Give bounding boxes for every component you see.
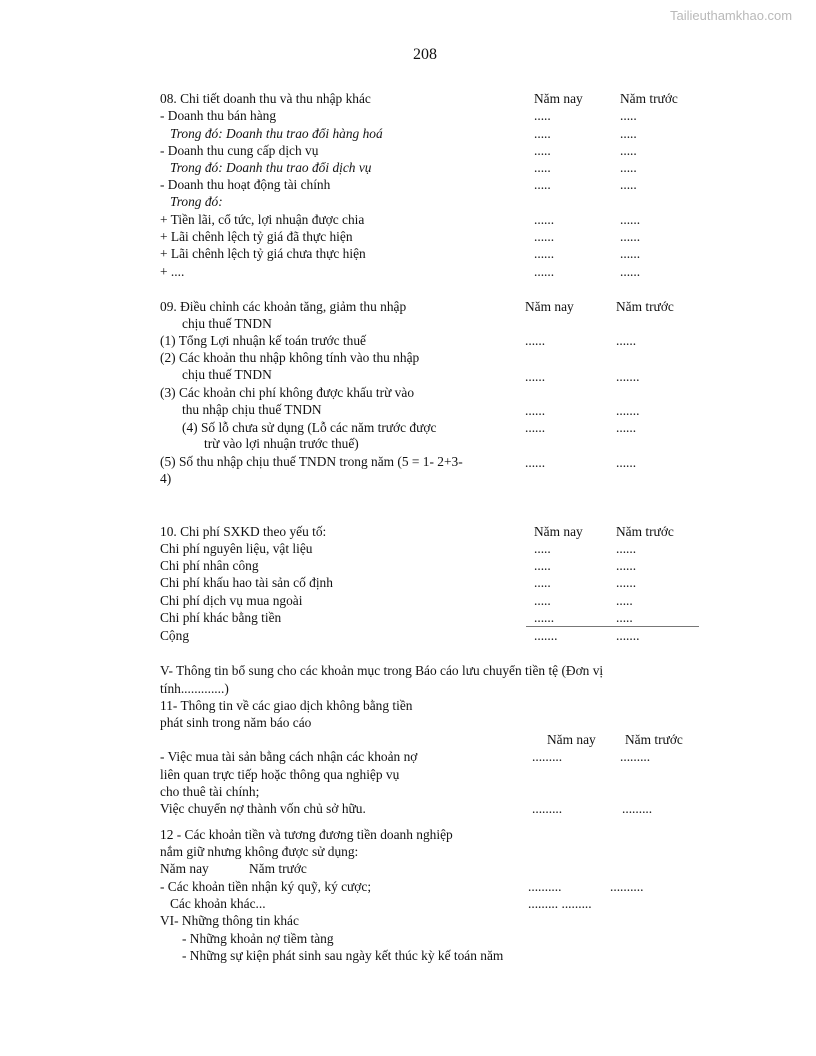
page-number: 208 — [413, 46, 437, 63]
s08-row-label: Trong đó: Doanh thu trao đổi dịch vụ — [170, 160, 372, 175]
s08-row-v1: ..... — [534, 126, 551, 141]
s10-row-v2: ..... — [616, 593, 633, 608]
s10-row-v1: ..... — [534, 541, 551, 556]
s08-row-v1: ..... — [534, 160, 551, 175]
s09-row-4-v1: ...... — [525, 420, 546, 435]
s10-row-label: Chi phí dịch vụ mua ngoài — [160, 593, 303, 608]
s09-row-5-label-line2: 4) — [160, 471, 172, 486]
section-11-col-previous-year: Năm trước — [625, 732, 683, 747]
s10-total-label: Cộng — [160, 628, 190, 643]
section-v-heading-line2: tính.............) — [160, 681, 229, 696]
s10-row-v2: ..... — [616, 610, 633, 625]
s10-row-v1: ..... — [534, 558, 551, 573]
s09-row-2-v2: ....... — [616, 369, 640, 384]
s09-row-5-v2: ...... — [616, 455, 637, 470]
s10-row-label: Chi phí nguyên liệu, vật liệu — [160, 541, 313, 556]
s09-row-3-v1: ...... — [525, 403, 546, 418]
section-09-col-previous-year: Năm trước — [616, 299, 674, 314]
s08-row-label: + Tiền lãi, cổ tức, lợi nhuận được chia — [160, 212, 365, 227]
section-10-col-previous-year: Năm trước — [616, 524, 674, 539]
s11-row-b-label: Việc chuyển nợ thành vốn chủ sở hữu. — [160, 801, 366, 816]
watermark-text: Tailieuthamkhao.com — [670, 8, 793, 23]
s08-row-v2: ...... — [620, 212, 641, 227]
s10-row-v2: ...... — [616, 575, 637, 590]
s08-row-label: + Lãi chênh lệch tỷ giá chưa thực hiện — [160, 246, 366, 261]
s10-row-label: Chi phí khác bằng tiền — [160, 610, 282, 625]
s09-row-4-label-line2: trừ vào lợi nhuận trước thuế) — [204, 436, 359, 451]
section-09-title: 09. Điều chỉnh các khoản tăng, giảm thu nhập — [160, 299, 407, 314]
s10-total-v2: ....... — [616, 628, 640, 643]
s08-row-label: Trong đó: Doanh thu trao đổi hàng hoá — [170, 126, 383, 141]
s10-row-label: Chi phí nhân công — [160, 558, 259, 573]
s12-row-1-v1: .......... — [528, 879, 562, 894]
s08-row-label: - Doanh thu hoạt động tài chính — [160, 177, 331, 192]
s10-row-v1: ..... — [534, 575, 551, 590]
section-12-title-line2: nắm giữ nhưng không được sử dụng: — [160, 844, 359, 859]
s08-row-v1: ...... — [534, 229, 555, 244]
s09-row-1-v1: ...... — [525, 333, 546, 348]
s08-row-label: + .... — [160, 264, 185, 279]
s08-row-label: - Doanh thu cung cấp dịch vụ — [160, 143, 319, 158]
s08-row-v2: ..... — [620, 143, 637, 158]
s09-row-3-label-line2: thu nhập chịu thuế TNDN — [182, 402, 322, 417]
s11-row-a-label-line2: liên quan trực tiếp hoặc thông qua nghiệp vụ — [160, 767, 400, 782]
section-08-col-previous-year: Năm trước — [620, 91, 678, 106]
s08-row-v1: ...... — [534, 246, 555, 261]
s09-row-2-label-line2: chịu thuế TNDN — [182, 367, 272, 382]
s08-row-v2: ..... — [620, 108, 637, 123]
s12-row-1-v2: .......... — [610, 879, 644, 894]
section-vi-item: - Những sự kiện phát sinh sau ngày kết thúc kỳ kế toán năm — [182, 948, 504, 963]
s11-row-a-v1: ......... — [532, 749, 563, 764]
section-vi-item: - Những khoản nợ tiềm tàng — [182, 931, 334, 946]
s10-row-v1: ..... — [534, 593, 551, 608]
s12-row-1-label: - Các khoản tiền nhận ký quỹ, ký cược; — [160, 879, 372, 894]
s08-row-v2: ..... — [620, 177, 637, 192]
section-09-col-current-year: Năm nay — [525, 299, 574, 314]
section-11-title-line2: phát sinh trong năm báo cáo — [160, 715, 312, 730]
s09-row-5-v1: ...... — [525, 455, 546, 470]
s12-row-2-label: Các khoản khác... — [170, 896, 266, 911]
s08-row-label: + Lãi chênh lệch tỷ giá đã thực hiện — [160, 229, 353, 244]
s09-row-4-v2: ...... — [616, 420, 637, 435]
section-10-col-current-year: Năm nay — [534, 524, 583, 539]
s09-row-4-label: (4) Số lỗ chưa sử dụng (Lỗ các năm trước được — [182, 420, 437, 435]
s11-row-a-label: - Việc mua tài sản bằng cách nhận các khoản nợ — [160, 749, 418, 764]
s10-row-v2: ...... — [616, 541, 637, 556]
section-09-title-line2: chịu thuế TNDN — [182, 316, 272, 331]
s08-row-v2: ...... — [620, 246, 641, 261]
section-12-title: 12 - Các khoản tiền và tương đương tiền doanh nghiệp — [160, 827, 453, 842]
s10-row-v1: ...... — [534, 610, 555, 625]
s09-row-2-label: (2) Các khoản thu nhập không tính vào thu nhập — [160, 350, 420, 365]
s09-row-1-v2: ...... — [616, 333, 637, 348]
section-vi-title: VI- Những thông tin khác — [160, 913, 299, 928]
s09-row-5-label: (5) Số thu nhập chịu thuế TNDN trong năm (5 = 1- 2+3- — [160, 454, 463, 469]
section-11-col-current-year: Năm nay — [547, 732, 596, 747]
section-12-col-previous-year: Năm trước — [249, 861, 307, 876]
s10-total-v1: ....... — [534, 628, 558, 643]
s08-row-v1: ..... — [534, 177, 551, 192]
s08-row-label: Trong đó: — [170, 194, 223, 209]
s10-row-v2: ...... — [616, 558, 637, 573]
s11-row-a-v2: ......... — [620, 749, 651, 764]
s08-row-v2: ...... — [620, 264, 641, 279]
s08-row-v2: ..... — [620, 160, 637, 175]
s08-row-v1: ...... — [534, 212, 555, 227]
s10-row-label: Chi phí khấu hao tài sản cố định — [160, 575, 333, 590]
s08-row-v2: ..... — [620, 126, 637, 141]
section-08-col-current-year: Năm nay — [534, 91, 583, 106]
section-10-title: 10. Chi phí SXKD theo yếu tố: — [160, 524, 327, 539]
s09-row-3-label: (3) Các khoản chi phí không được khấu trừ vào — [160, 385, 415, 400]
section-v-heading: V- Thông tin bổ sung cho các khoản mục trong Báo cáo lưu chuyển tiền tệ (Đơn vị — [160, 663, 604, 678]
section-11-title: 11- Thông tin về các giao dịch không bằng tiền — [160, 698, 413, 713]
s08-row-v1: ..... — [534, 143, 551, 158]
s09-row-1-label: (1) Tổng Lợi nhuận kế toán trước thuế — [160, 333, 366, 348]
s08-row-v1: ..... — [534, 108, 551, 123]
s08-row-v1: ...... — [534, 264, 555, 279]
s11-row-a-label-line3: cho thuê tài chính; — [160, 784, 260, 799]
s09-row-2-v1: ...... — [525, 369, 546, 384]
s08-row-v2: ...... — [620, 229, 641, 244]
section-12-col-current-year: Năm nay — [160, 861, 209, 876]
section-08-title: 08. Chi tiết doanh thu và thu nhập khác — [160, 91, 371, 106]
s08-row-label: - Doanh thu bán hàng — [160, 108, 277, 123]
s11-row-b-v1: ......... — [532, 801, 563, 816]
s11-row-b-v2: ......... — [622, 801, 653, 816]
s09-row-3-v2: ....... — [616, 403, 640, 418]
s12-row-2-values: ......... ......... — [528, 896, 592, 911]
